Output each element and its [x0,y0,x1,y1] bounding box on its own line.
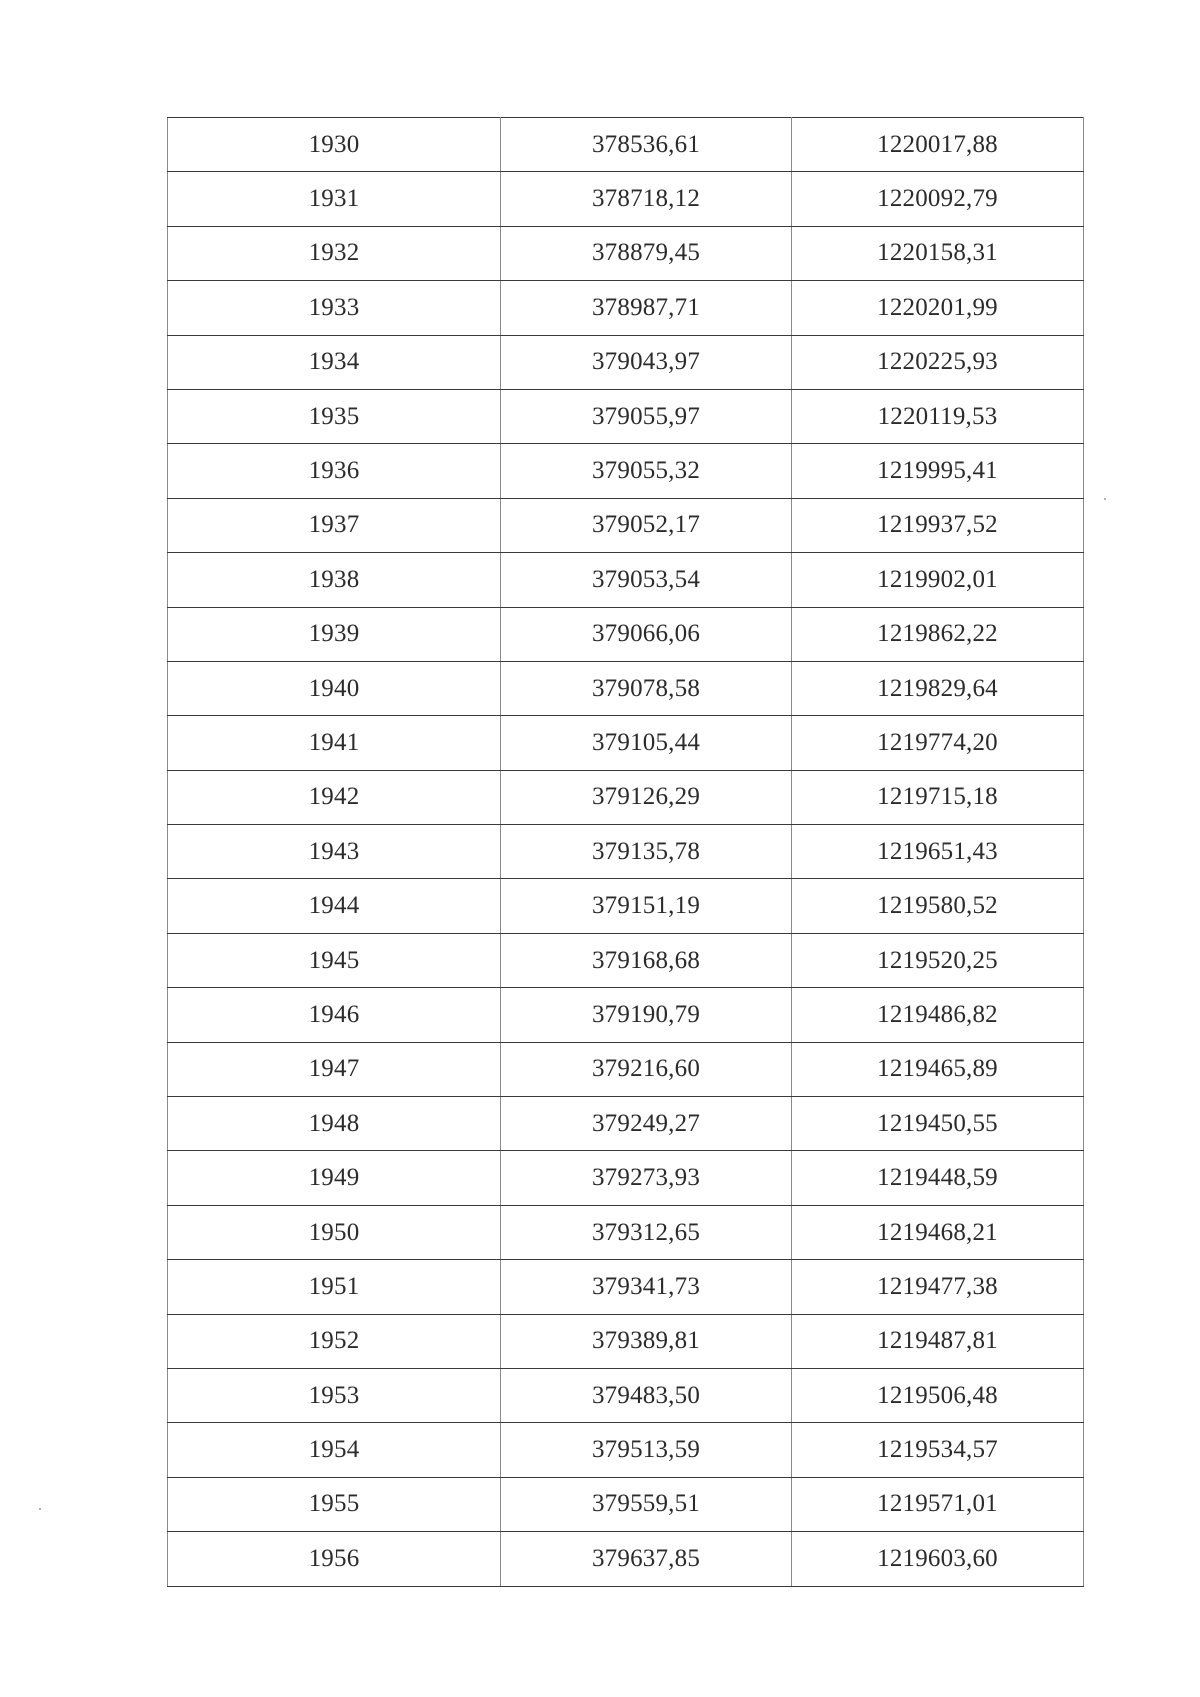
year-cell: 1955 [168,1477,501,1531]
year-cell: 1949 [168,1151,501,1205]
year-cell: 1942 [168,770,501,824]
x-coordinate-cell: 379637,85 [501,1532,792,1586]
year-cell: 1936 [168,444,501,498]
scan-speck [1104,498,1106,500]
x-coordinate-cell: 379043,97 [501,335,792,389]
x-coordinate-cell: 378879,45 [501,226,792,280]
year-cell: 1939 [168,607,501,661]
x-coordinate-cell: 379249,27 [501,1097,792,1151]
y-coordinate-cell: 1220201,99 [792,281,1084,335]
coordinates-table [167,117,1084,1587]
x-coordinate-cell: 379312,65 [501,1205,792,1259]
x-coordinate-cell: 379055,32 [501,444,792,498]
y-coordinate-cell: 1219571,01 [792,1477,1084,1531]
x-coordinate-cell: 379168,68 [501,933,792,987]
y-coordinate-cell: 1220092,79 [792,172,1084,226]
x-coordinate-cell: 379389,81 [501,1314,792,1368]
year-cell: 1935 [168,389,501,443]
y-coordinate-cell: 1219520,25 [792,933,1084,987]
y-coordinate-cell: 1219937,52 [792,498,1084,552]
year-cell: 1954 [168,1423,501,1477]
y-coordinate-cell: 1219448,59 [792,1151,1084,1205]
y-coordinate-cell: 1219534,57 [792,1423,1084,1477]
table-row [168,226,1084,280]
table-row [168,1097,1084,1151]
year-cell: 1941 [168,716,501,770]
y-coordinate-cell: 1220158,31 [792,226,1084,280]
x-coordinate-cell: 379105,44 [501,716,792,770]
year-cell: 1956 [168,1532,501,1586]
table-row [168,444,1084,498]
table-row [168,553,1084,607]
table-row [168,879,1084,933]
table-row [168,1477,1084,1531]
y-coordinate-cell: 1219450,55 [792,1097,1084,1151]
year-cell: 1930 [168,118,501,172]
x-coordinate-cell: 379053,54 [501,553,792,607]
x-coordinate-cell: 378718,12 [501,172,792,226]
year-cell: 1953 [168,1368,501,1422]
x-coordinate-cell: 378536,61 [501,118,792,172]
y-coordinate-cell: 1219862,22 [792,607,1084,661]
y-coordinate-cell: 1219477,38 [792,1260,1084,1314]
year-cell: 1950 [168,1205,501,1259]
year-cell: 1932 [168,226,501,280]
table-row [168,335,1084,389]
x-coordinate-cell: 379216,60 [501,1042,792,1096]
x-coordinate-cell: 379078,58 [501,661,792,715]
y-coordinate-cell: 1219487,81 [792,1314,1084,1368]
table-row [168,1042,1084,1096]
table-row [168,716,1084,770]
x-coordinate-cell: 379052,17 [501,498,792,552]
x-coordinate-cell: 379559,51 [501,1477,792,1531]
year-cell: 1931 [168,172,501,226]
y-coordinate-cell: 1220119,53 [792,389,1084,443]
scan-speck [39,1508,41,1510]
table-row [168,607,1084,661]
y-coordinate-cell: 1219715,18 [792,770,1084,824]
table-row [168,1205,1084,1259]
y-coordinate-cell: 1219465,89 [792,1042,1084,1096]
table-row [168,172,1084,226]
y-coordinate-cell: 1219580,52 [792,879,1084,933]
x-coordinate-cell: 378987,71 [501,281,792,335]
x-coordinate-cell: 379190,79 [501,988,792,1042]
table-row [168,389,1084,443]
y-coordinate-cell: 1219486,82 [792,988,1084,1042]
x-coordinate-cell: 379151,19 [501,879,792,933]
table-row [168,1260,1084,1314]
y-coordinate-cell: 1219506,48 [792,1368,1084,1422]
table-row [168,118,1084,172]
table-row [168,1151,1084,1205]
y-coordinate-cell: 1219603,60 [792,1532,1084,1586]
year-cell: 1948 [168,1097,501,1151]
y-coordinate-cell: 1219995,41 [792,444,1084,498]
year-cell: 1946 [168,988,501,1042]
y-coordinate-cell: 1220225,93 [792,335,1084,389]
table-row [168,933,1084,987]
table-body [168,118,1084,1587]
x-coordinate-cell: 379513,59 [501,1423,792,1477]
y-coordinate-cell: 1219829,64 [792,661,1084,715]
y-coordinate-cell: 1219902,01 [792,553,1084,607]
table-row [168,770,1084,824]
year-cell: 1952 [168,1314,501,1368]
year-cell: 1934 [168,335,501,389]
x-coordinate-cell: 379483,50 [501,1368,792,1422]
table-row [168,825,1084,879]
table-row [168,1532,1084,1586]
table-row [168,1314,1084,1368]
y-coordinate-cell: 1220017,88 [792,118,1084,172]
year-cell: 1938 [168,553,501,607]
year-cell: 1951 [168,1260,501,1314]
x-coordinate-cell: 379273,93 [501,1151,792,1205]
x-coordinate-cell: 379126,29 [501,770,792,824]
table-row [168,281,1084,335]
table-row [168,1368,1084,1422]
x-coordinate-cell: 379055,97 [501,389,792,443]
year-cell: 1937 [168,498,501,552]
y-coordinate-cell: 1219774,20 [792,716,1084,770]
table-row [168,498,1084,552]
year-cell: 1945 [168,933,501,987]
table-row [168,988,1084,1042]
table-row [168,661,1084,715]
year-cell: 1944 [168,879,501,933]
x-coordinate-cell: 379066,06 [501,607,792,661]
year-cell: 1943 [168,825,501,879]
year-cell: 1933 [168,281,501,335]
y-coordinate-cell: 1219651,43 [792,825,1084,879]
year-cell: 1940 [168,661,501,715]
y-coordinate-cell: 1219468,21 [792,1205,1084,1259]
table-row [168,1423,1084,1477]
x-coordinate-cell: 379341,73 [501,1260,792,1314]
year-cell: 1947 [168,1042,501,1096]
x-coordinate-cell: 379135,78 [501,825,792,879]
